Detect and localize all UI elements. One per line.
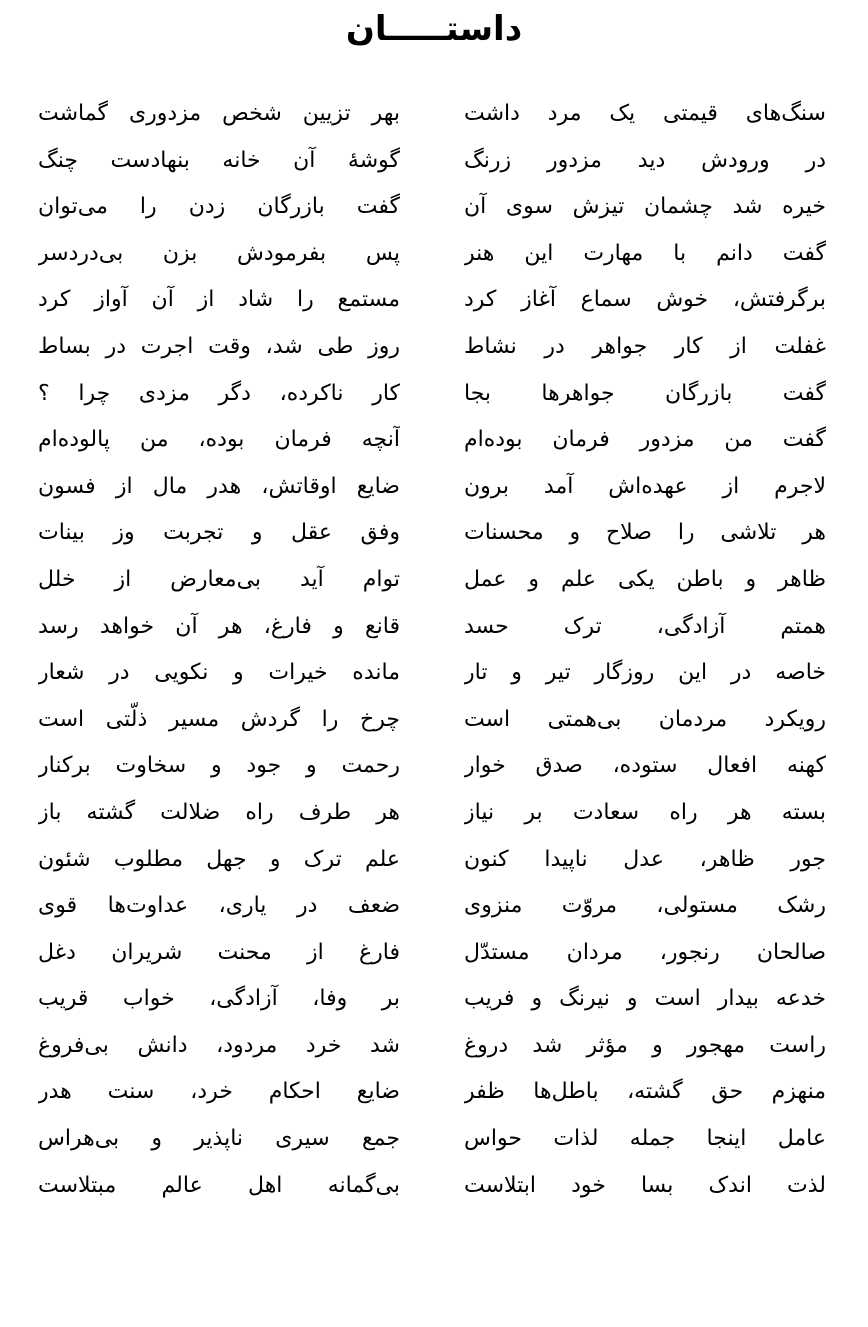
second-hemistich: بهر تزیین شخص مزدوری گماشت [38, 101, 400, 126]
second-hemistich: ضایع اوقاتش، هدر مال از فسون [38, 473, 400, 499]
couplet-row [0, 557, 868, 604]
first-hemistich: عامل اینجا جمله لذات حواس [464, 1126, 826, 1152]
couplet-row [0, 91, 868, 138]
second-hemistich: بر وفا، آزادگی، خواب قریب [38, 986, 400, 1012]
couplet-row [0, 790, 868, 837]
couplet-row [0, 464, 868, 511]
second-hemistich: کار ناکرده، دگر مزدی چرا ؟ [38, 380, 400, 406]
couplet-row [0, 604, 868, 651]
first-hemistich: بسته هر راه سعادت بر نیاز [464, 799, 826, 825]
first-hemistich: کهنه افعال ستوده، صدق خوار [464, 753, 826, 779]
couplet-row [0, 510, 868, 557]
second-hemistich: گوشهٔ آن خانه بنهادست چنگ [38, 147, 400, 173]
first-hemistich: خیره شد چشمان تیزش سوی آن [464, 194, 826, 220]
couplet-row [0, 371, 868, 418]
first-hemistich: لذت اندک بسا خود ابتلاست [464, 1172, 826, 1198]
second-hemistich: پس بفرمودش بزن بی‌دردسر [38, 240, 400, 266]
second-hemistich: آنچه فرمان بوده، من پالوده‌ام [38, 427, 400, 453]
second-hemistich: قانع و فارغ، هر آن خواهد رسد [38, 613, 400, 639]
second-hemistich: شد خرد مردود، دانش بی‌فروغ [38, 1032, 400, 1058]
second-hemistich: ضایع احکام خرد، سنت هدر [38, 1079, 400, 1105]
couplet-row [0, 697, 868, 744]
first-hemistich: همتم آزادگی، ترک حسد [464, 613, 826, 639]
first-hemistich: گفت دانم با مهارت این هنر [464, 240, 826, 266]
second-hemistich: مستمع را شاد از آن آواز کرد [38, 287, 400, 313]
couplet-row [0, 883, 868, 930]
couplet-row [0, 231, 868, 278]
couplet-row [0, 138, 868, 185]
poem-body [0, 91, 868, 1209]
first-hemistich: هر تلاشی را صلاح و محسنات [464, 520, 826, 546]
first-hemistich: سنگ‌های قیمتی یک مرد داشت [464, 101, 826, 126]
couplet-row [0, 1069, 868, 1116]
second-hemistich: هر طرف راه ضلالت گشته باز [38, 799, 400, 825]
couplet-row [0, 324, 868, 371]
first-hemistich: گفت بازرگان جواهرها بجا [464, 380, 826, 406]
second-hemistich: گفت بازرگان زدن را می‌توان [38, 194, 400, 220]
couplet-row [0, 1163, 868, 1210]
first-hemistich: رشک مستولی، مروّت منزوی [464, 893, 826, 919]
couplet-row [0, 650, 868, 697]
second-hemistich: روز طی شد، وقت اجرت در بساط [38, 333, 400, 359]
second-hemistich: ضعف در یاری، عداوت‌ها قوی [38, 893, 400, 919]
first-hemistich: گفت من مزدور فرمان بوده‌ام [464, 427, 826, 453]
second-hemistich: بی‌گمانه اهل عالم مبتلاست [38, 1172, 400, 1198]
couplet-row [0, 417, 868, 464]
couplet-row [0, 743, 868, 790]
second-hemistich: جمع سیری ناپذیر و بی‌هراس [38, 1126, 400, 1152]
first-hemistich: جور ظاهر، عدل ناپیدا کنون [464, 846, 826, 872]
couplet-row [0, 837, 868, 884]
first-hemistich: خدعه بیدار است و نیرنگ و فریب [464, 986, 826, 1012]
second-hemistich: توام آید بی‌معارض از خلل [38, 566, 400, 592]
first-hemistich: خاصه در این روزگار تیر و تار [464, 660, 826, 686]
first-hemistich: لاجرم از عهده‌اش آمد برون [464, 473, 826, 499]
couplet-row [0, 976, 868, 1023]
couplet-row [0, 184, 868, 231]
first-hemistich: غفلت از کار جواهر در نشاط [464, 333, 826, 359]
second-hemistich: وفق عقل و تجربت وز بینات [38, 520, 400, 546]
couplet-row [0, 1023, 868, 1070]
first-hemistich: صالحان رنجور، مردان مستدّل [464, 939, 826, 965]
second-hemistich: چرخ را گردش مسیر ذلّتی است [38, 706, 400, 732]
first-hemistich: رویکرد مردمان بی‌همتی است [464, 706, 826, 732]
first-hemistich: راست مهجور و مؤثر شد دروغ [464, 1032, 826, 1058]
first-hemistich: منهزم حق گشته، باطل‌ها ظفر [464, 1079, 826, 1105]
second-hemistich: فارغ از محنت شریران دغل [38, 939, 400, 965]
first-hemistich: در ورودش دید مزدور زرنگ [464, 147, 826, 173]
poem-title: داستـــــان [345, 9, 523, 49]
couplet-row [0, 1116, 868, 1163]
second-hemistich: علم ترک و جهل مطلوب شئون [38, 846, 400, 872]
first-hemistich: برگرفتش، خوش سماع آغاز کرد [464, 287, 826, 313]
couplet-row [0, 277, 868, 324]
couplet-row [0, 930, 868, 977]
second-hemistich: رحمت و جود و سخاوت برکنار [38, 753, 400, 779]
first-hemistich: ظاهر و باطن یکی علم و عمل [464, 566, 826, 592]
second-hemistich: مانده خیرات و نکویی در شعار [38, 660, 400, 686]
